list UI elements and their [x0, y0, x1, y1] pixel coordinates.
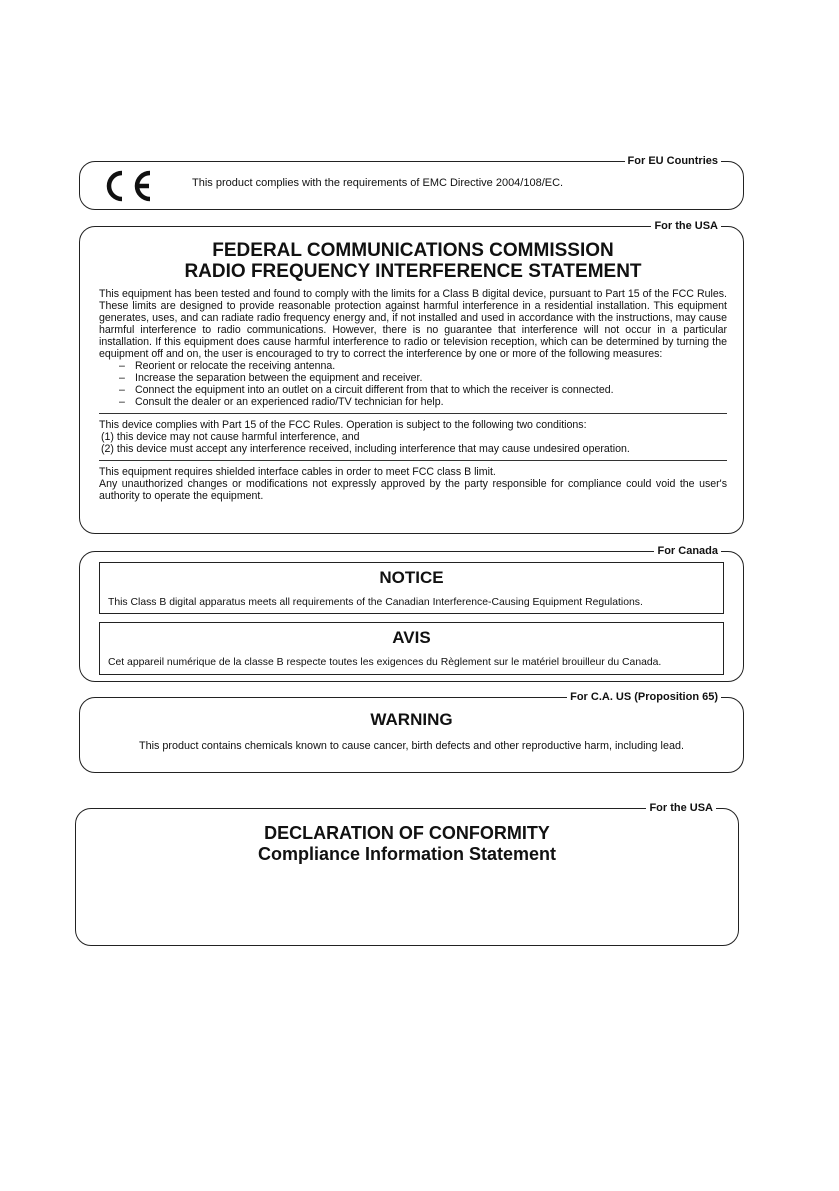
- fcc-tag: For the USA: [651, 219, 721, 233]
- doc-title: DECLARATION OF CONFORMITY: [264, 823, 550, 843]
- fcc-panel: [79, 220, 744, 534]
- avis-title: AVIS: [392, 628, 431, 647]
- notice-box: [99, 562, 724, 614]
- fcc-paragraph: This equipment has been tested and found to comply with the limits for a Class B digital device, pursuant to Part 15 of the FCC Rules. These limits are designed to provide reasonable protection against harmful interference in a residential installation. This equipment generates, uses, and can radiate radio frequency energy and, if not installed and used in accordance with the instructions, may cause harmful interference to radio communications. However, there is no guarantee that interference will not occur in a particular installation. If this equipment does cause harmful interference to radio or television reception, which can be determined by turning the equipment off and on, the user is encouraged to try to correct the interference by one or more of the following measures:: [99, 288, 727, 360]
- divider: [99, 460, 727, 461]
- fcc-title-line2: RADIO FREQUENCY INTERFERENCE STATEMENT: [184, 261, 642, 282]
- fcc-condition-1: (1) this device may not cause harmful interference, and: [101, 431, 360, 443]
- fcc-condition-2: (2) this device must accept any interference received, including interference that may cause undesired operation.: [101, 443, 630, 455]
- list-item: – Increase the separation between the equipment and receiver.: [119, 372, 423, 384]
- canada-tag: For Canada: [654, 544, 721, 558]
- doc-subtitle: Compliance Information Statement: [257, 844, 557, 864]
- avis-box: [99, 622, 724, 675]
- list-item: – Reorient or relocate the receiving antenna.: [119, 360, 336, 372]
- doc-panel: [75, 802, 739, 946]
- fcc-changes: Any unauthorized changes or modifications not expressly approved by the party responsible for compliance could void the user's authority to operate the equipment.: [99, 478, 727, 502]
- notice-text: This Class B digital apparatus meets all requirements of the Canadian Interference-Causing Equipment Regulations.: [108, 597, 643, 608]
- eu-panel: [79, 155, 744, 210]
- doc-tag: For the USA: [646, 801, 716, 815]
- avis-text: Cet appareil numérique de la classe B respecte toutes les exigences du Règlement sur le matériel brouilleur du Canada.: [108, 657, 662, 668]
- prop65-tag: For C.A. US (Proposition 65): [567, 690, 721, 704]
- canada-panel: [79, 545, 744, 682]
- divider: [99, 413, 727, 414]
- ce-mark-icon: [98, 168, 156, 204]
- warning-text: This product contains chemicals known to cause cancer, birth defects and other reproductive harm, including lead.: [139, 740, 684, 752]
- eu-tag: For EU Countries: [625, 154, 721, 168]
- prop65-panel: [79, 691, 744, 773]
- eu-statement: This product complies with the requirements of EMC Directive 2004/108/EC.: [192, 177, 564, 189]
- list-item: – Connect the equipment into an outlet on a circuit different from that to which the receiver is connected.: [119, 384, 614, 396]
- fcc-compliance-intro: This device complies with Part 15 of the FCC Rules. Operation is subject to the following two conditions:: [99, 419, 587, 431]
- fcc-measures-list: [99, 360, 727, 408]
- list-item: – Consult the dealer or an experienced radio/TV technician for help.: [119, 396, 444, 408]
- notice-title: NOTICE: [379, 568, 444, 587]
- fcc-cables: This equipment requires shielded interface cables in order to meet FCC class B limit.: [99, 466, 496, 478]
- fcc-title-line1: FEDERAL COMMUNICATIONS COMMISSION: [212, 240, 614, 261]
- warning-title: WARNING: [370, 710, 453, 729]
